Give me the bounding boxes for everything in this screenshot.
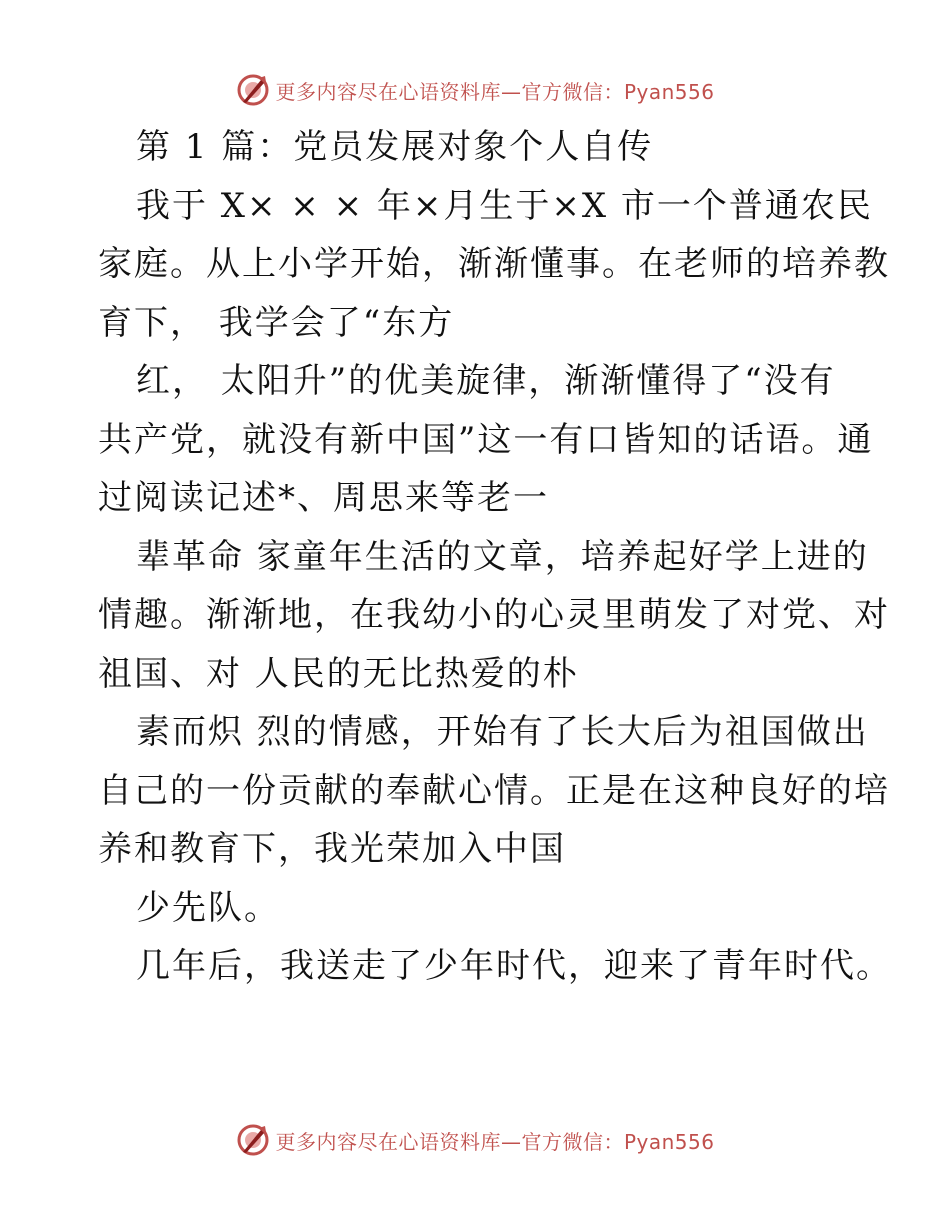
footer-banner-text: 更多内容尽在心语资料库—官方微信：Pyan556 — [275, 1129, 715, 1154]
paragraph-line: 育下， 我学会了“东方 — [98, 302, 455, 343]
footer-banner — [0, 1120, 950, 1160]
paragraph-line: 共产党，就没有新中国”这一有口皆知的话语。通 — [98, 419, 874, 460]
header-banner — [0, 70, 950, 110]
paragraph-line: 辈革命 家童年生活的文章，培养起好学上进的 — [136, 536, 869, 577]
header-banner-text: 更多内容尽在心语资料库—官方微信：Pyan556 — [275, 79, 715, 104]
quill-logo-icon — [235, 72, 271, 108]
paragraph-line: 自己的一份贡献的奉献心情。正是在这种良好的培 — [98, 770, 890, 811]
document-body — [98, 118, 892, 996]
paragraph-line: 少先队。 — [136, 887, 280, 928]
quill-logo-icon — [235, 1122, 271, 1158]
paragraph-line: 养和教育下，我光荣加入中国 — [98, 829, 566, 869]
document-title: 第 1 篇：党员发展对象个人自传 — [136, 127, 654, 167]
paragraph-line: 素而炽 烈的情感，开始有了长大后为祖国做出 — [136, 712, 869, 752]
paragraph-line: 家庭。从上小学开始，渐渐懂事。在老师的培养教 — [98, 244, 890, 284]
paragraph-line: 几年后，我送走了少年时代，迎来了青年时代。 — [136, 946, 892, 986]
paragraph-line: 情趣。渐渐地，在我幼小的心灵里萌发了对党、对 — [98, 595, 890, 635]
paragraph-line: 过阅读记述*、周思来等老一 — [98, 478, 549, 518]
paragraph-line: 我于 X× × × 年×月生于×X 市一个普通农民 — [136, 185, 873, 226]
paragraph-line: 红， 太阳升”的优美旋律，渐渐懂得了“没有 — [136, 361, 836, 401]
paragraph-line: 祖国、对 人民的无比热爱的朴 — [98, 653, 579, 694]
